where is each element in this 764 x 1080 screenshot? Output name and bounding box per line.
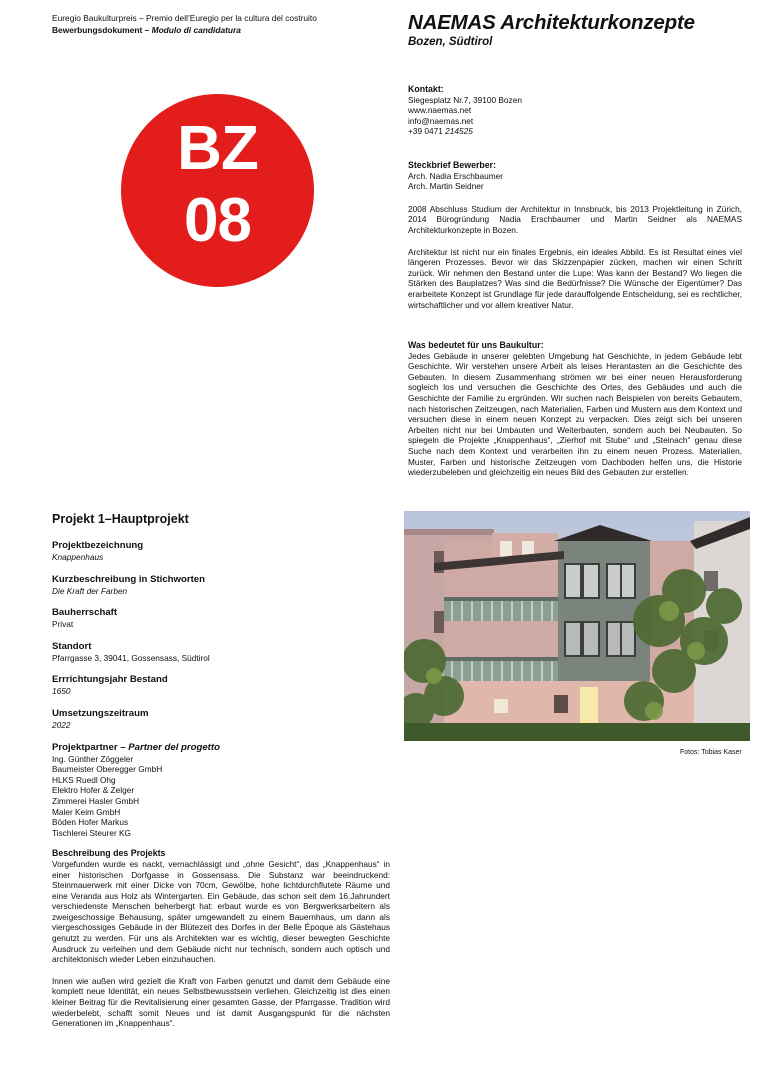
field-short-description: Kurzbeschreibung in Stichworten Die Kraft der Farben	[52, 573, 205, 596]
header-left	[52, 13, 317, 36]
partner-item: Zimmerei Hasler GmbH	[52, 795, 140, 806]
partner-item: Baumeister Oberegger GmbH	[52, 764, 163, 775]
contact-block	[408, 84, 742, 137]
description-paragraph-1: Vorgefunden wurde es nackt, vernachlässigt und „ohne Gesicht“, das „Knappenhaus“ in einer historischen Dorfgasse in Gossensass. Die Substanz war beeindruckend: Steinmauerwerk mit einer Dicke von 70cm, Gewölbe, hohe lichtdurchflutete Räume und eine Veranda aus Holz als Wintergarten. Ein Gebäude, das schon seit dem 16.Jahrundert verschiedenste Menschen beherbergt hat: erbaut wurde es von Bergwerksarbeitern als zweigeschossige Behausung, später umgewandelt zu einem Bauernhaus, um dann als viergeschossiges Gebäude in der Blütezeit des Dorfes in der Belle Époque als Gästehaus genutzt zu werden. Für uns als Architekten war es wichtig, dieser bewegten Geschichte Ausdruck zu verleihen und dem Gebäude nicht nur technisch, sondern auch optisch und architektonisch wieder Leben einzuhauchen.	[52, 858, 390, 965]
profile-person-2: Arch. Martin Seidner	[408, 181, 484, 192]
project-title: Projekt 1–Hauptprojekt	[52, 512, 189, 526]
contact-phone: +39 0471 214525	[408, 126, 473, 137]
field-implementation-period: Umsetzungszeitraum 2022	[52, 707, 149, 730]
baukultur-block	[408, 340, 742, 478]
partner-item: Ing. Günther Zöggeler	[52, 753, 134, 764]
profile-paragraph-1: 2008 Abschluss Studium der Architektur in Innsbruck, bis 2013 Projektleitung in Zürich, 2014 Bürogründung Nadia Erschbaumer und Martin Seidner als NAEMAS Architekturkonzepte in Bozen.	[408, 203, 742, 235]
document-type-line: Bewerbungsdokument – Modulo di candidatura	[52, 24, 241, 35]
partner-item: HLKS Ruedl Ohg	[52, 774, 116, 785]
field-construction-year: Errrichtungsjahr Bestand 1650	[52, 674, 168, 697]
project-fields	[52, 540, 390, 1029]
project-photo	[404, 511, 750, 741]
partner-item: Böden Hofer Markus	[52, 817, 129, 828]
partner-item: Tischlerei Steurer KG	[52, 827, 131, 838]
badge-line-1: BZ	[177, 114, 258, 183]
profile-person-1: Arch. Nadia Erschbaumer	[408, 170, 503, 181]
partner-list	[52, 754, 390, 839]
field-project-name: Projektbezeichnung Knappenhaus	[52, 540, 144, 562]
field-client: Bauherrschaft Privat	[52, 607, 118, 630]
baukultur-text: Jedes Gebäude in unserer gelebten Umgebung hat Geschichte, in jedem Gebäude lebt Geschichte. Wir verstehen unsere Arbeit als leises Herantasten an die Geschichte des Gebauten. In diesem Zusammenhang strömen wir bei einer neuen Herausforderung sogleich los und versuchen die Geschichte des Ortes, des Gebäudes und auch die Geschichte der Familie zu ergründen. Wir suchen nach Beispielen von bereits Gebautem, nach historischen Zeitzeugen, nach Materialien, Farben und Mustern aus dem Kontext und versuchen diese in einem neuen Konzept zu verpacken. Dies zeigt sich bei unseren Arbeiten nicht nur bei Umbauten und Weiterbauten, sondern auch bei Neubauten. So spiegeln die Projekte „Knappenhaus“, „Zierhof mit Stube“ und „Steinach“ genau diese Suche nach dem Kontext und verarbeiten ihn zu einem neuen Prozess. Materialien, Muster, Farben und historische Zeitzeugen vom Dachboden helfen uns, die Historie wiederzubeleben und gleichzeitig ein neues Bild des Gebauten zur erstellen.	[408, 350, 742, 478]
profile-block	[408, 160, 742, 310]
field-project-partners: Projektpartner – Partner del progetto Ing. Günther Zöggeler Baumeister Oberegger GmbH HLKS Ruedl Ohg Elektro Hofer & Zelger Zimmerei Hasler GmbH Maler Keim GmbH Böden Hofer Markus Tischlerei Steurer KG	[52, 742, 390, 839]
contact-address: Siegesplatz Nr.7, 39100 Bozen	[408, 94, 522, 105]
description-paragraph-2: Innen wie außen wird gezielt die Kraft von Farben genutzt und damit dem Gebäude eine komplett neue Identität, ein neues Selbstbewusstsein verliehen. Gleichzeitig ist dies einen kleiner Beitrag für die Revitalisierung einer gesamten Gasse, der Pfarrgasse. Tradition wird wiederbelebt, schafft somit Neues und ist damit Ausgangspunkt für die nächsten Generationen im „Knappenhaus“.	[52, 975, 390, 1029]
field-location: Standort Pfarrgasse 3, 39041, Gossensass, Südtirol	[52, 640, 210, 663]
page-subtitle: Bozen, Südtirol	[408, 36, 493, 48]
contact-web[interactable]: www.naemas.net	[408, 105, 472, 116]
partner-item: Maler Keim GmbH	[52, 806, 121, 817]
contact-heading: Kontakt:	[408, 84, 444, 94]
photo-credit: Fotos: Tobias Kaser	[680, 749, 742, 756]
prize-line: Euregio Baukulturpreis – Premio dell’Euregio per la cultura del costruito	[52, 13, 317, 23]
field-project-description: Beschreibung des Projekts Vorgefunden wurde es nackt, vernachlässigt und „ohne Gesicht“, das „Knappenhaus“ in einer historischen Dorfgasse in Gossensass. Die Substanz war beeindruckend: Steinmauerwerk mit einer Dicke von 70cm, Gewölbe, hohe lichtdurchflutete Räume und eine Veranda aus Holz als Wintergarten. Ein Gebäude, das schon seit dem 16.Jahrundert verschiedenste Menschen beherbergt hat: erbaut wurde es von Bergwerksarbeitern als zweigeschossige Behausung, später umgewandelt zu einem Bauernhaus, um dann als viergeschossiges Gebäude in der Blütezeit des Dorfes in der Belle Époque als Gästehaus genutzt zu werden. Für uns als Architekten war es wichtig, dieser bewegten Geschichte Ausdruck zu verleihen und dem Gebäude nicht nur technisch, sondern auch optisch und architektonisch wieder Leben einzuhauchen. Innen wie außen wird gezielt die Kraft von Farben genutzt und damit dem Gebäude eine komplett neue Identität, ein neues Selbstbewusstsein verliehen. Gleichzeitig ist dies einen kleiner Beitrag für die Revitalisierung einer gesamten Gasse, der Pfarrgasse. Tradition wird wiederbelebt, schafft somit Neues und ist damit Ausgangspunkt für die nächsten Generationen im „Knappenhaus“.	[52, 848, 390, 1029]
profile-paragraph-2: Architektur ist nicht nur ein finales Ergebnis, ein ideales Abbild. Es ist Resultat eines viel längeren Prozesses. Bevor wir das Skizzenpapier zücken, machen wir einen Schritt zurück. Wir nehmen den Bestand unter die Lupe: Was kann der Bestand? Wo liegen die Stärken des Bauplatzes? Was sind die Bedürfnisse? Die Wünsche der Eigentümer? Das erarbeitete Konzept ist Grundlage für jede darauffolgende Entscheidung, sei es rechtlicher, wirtschaftlicher und vor allem kreativer Natur.	[408, 246, 742, 310]
house-photo-illustration	[404, 511, 750, 741]
page-title: NAEMAS Architekturkonzepte	[408, 11, 695, 34]
id-badge	[121, 94, 314, 287]
partner-item: Elektro Hofer & Zelger	[52, 785, 135, 796]
badge-line-2: 08	[184, 186, 251, 255]
contact-email[interactable]: info@naemas.net	[408, 115, 474, 126]
profile-heading: Steckbrief Bewerber:	[408, 160, 497, 170]
baukultur-heading: Was bedeutet für uns Baukultur:	[408, 340, 544, 350]
